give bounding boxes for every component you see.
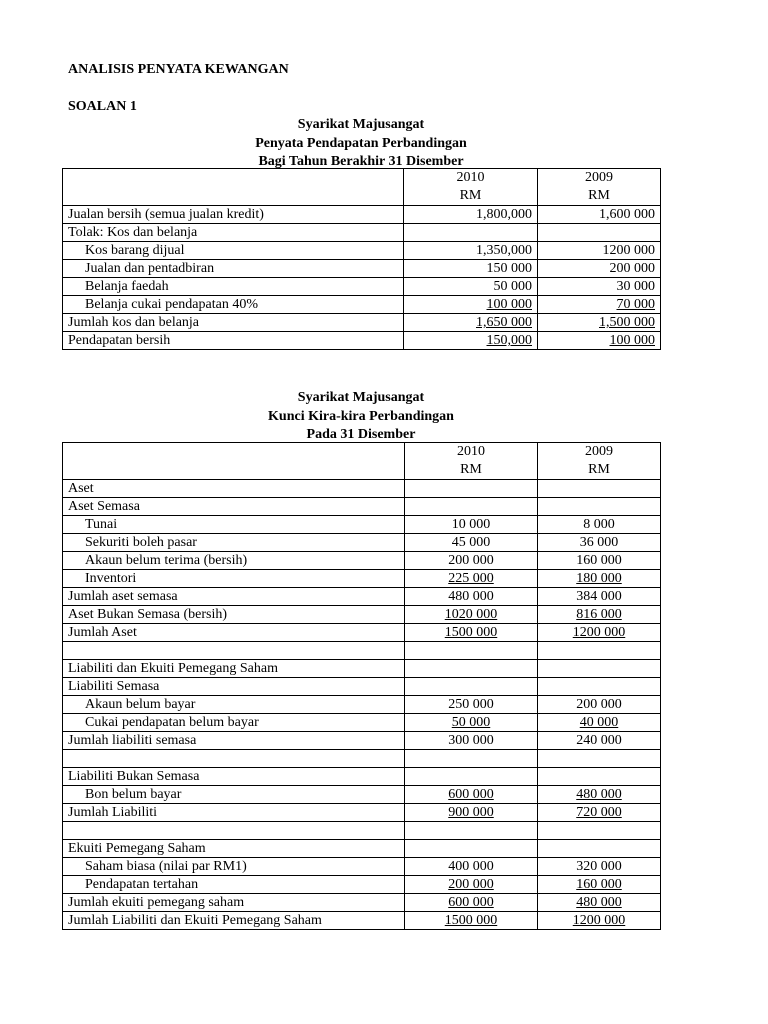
underlined-value: 816 000 — [576, 607, 622, 622]
table-row — [63, 296, 661, 314]
table-row — [63, 876, 661, 894]
underlined-value: 200 000 — [448, 877, 494, 892]
value-2010 — [405, 786, 538, 804]
underlined-value: 1020 000 — [444, 607, 498, 622]
row-label: Aset — [63, 480, 405, 498]
table-row — [63, 786, 661, 804]
table-row — [63, 278, 661, 296]
value-2010 — [405, 768, 538, 786]
value-2009 — [538, 804, 661, 822]
value-2009 — [538, 876, 661, 894]
value-2009 — [538, 822, 661, 840]
underlined-value: 225 000 — [448, 571, 494, 586]
underlined-value: 150,000 — [486, 333, 532, 348]
underlined-value: 1,500 000 — [599, 315, 655, 330]
value-2009: 384 000 — [538, 588, 661, 606]
value-2009 — [538, 894, 661, 912]
table-row — [63, 912, 661, 930]
value-2010: 300 000 — [405, 732, 538, 750]
value-2010 — [404, 296, 538, 314]
value-2009 — [538, 840, 661, 858]
value-2010 — [405, 606, 538, 624]
table-row — [63, 696, 661, 714]
row-label: Tolak: Kos dan belanja — [63, 224, 404, 242]
table-row — [63, 732, 661, 750]
header-2010 — [405, 443, 538, 480]
value-2009: 1,600 000 — [538, 206, 661, 224]
value-2010 — [405, 840, 538, 858]
value-2009 — [538, 642, 661, 660]
table-row — [63, 642, 661, 660]
value-2009: 200 000 — [538, 696, 661, 714]
row-label: Jualan bersih (semua jualan kredit) — [63, 206, 404, 224]
value-2009: 1200 000 — [538, 242, 661, 260]
year-label: 2010 — [456, 170, 485, 185]
value-2009 — [538, 786, 661, 804]
row-label: Saham biasa (nilai par RM1) — [63, 858, 405, 876]
underlined-value: 100 000 — [486, 297, 532, 312]
value-2009 — [538, 314, 661, 332]
balance-sheet-table — [62, 442, 661, 930]
value-2010 — [405, 876, 538, 894]
row-label: Pendapatan bersih — [63, 332, 404, 350]
table-row — [63, 714, 661, 732]
table-row — [63, 840, 661, 858]
underlined-value: 1500 000 — [444, 625, 498, 640]
value-2010: 10 000 — [405, 516, 538, 534]
table-row — [63, 768, 661, 786]
company-name: Syarikat Majusangat — [297, 390, 425, 405]
value-2010 — [404, 224, 538, 242]
row-label — [63, 750, 405, 768]
year-label: 2009 — [585, 170, 613, 185]
value-2009: 240 000 — [538, 732, 661, 750]
table-row — [63, 570, 661, 588]
value-2009 — [538, 714, 661, 732]
table-row — [63, 822, 661, 840]
value-2010 — [404, 314, 538, 332]
row-label: Jualan dan pentadbiran — [63, 260, 404, 278]
table-row — [63, 498, 661, 516]
row-label — [63, 642, 405, 660]
row-label: Belanja faedah — [63, 278, 404, 296]
table-row — [63, 534, 661, 552]
balance-sheet-body — [63, 480, 661, 930]
row-label: Bon belum bayar — [63, 786, 405, 804]
header-2010 — [404, 169, 538, 206]
value-2010 — [405, 660, 538, 678]
underlined-value: 1500 000 — [444, 913, 498, 928]
value-2009 — [538, 750, 661, 768]
row-label: Jumlah liabiliti semasa — [63, 732, 405, 750]
underlined-value: 480 000 — [576, 787, 622, 802]
underlined-value: 40 000 — [579, 715, 619, 730]
value-2010 — [404, 332, 538, 350]
underlined-value: 160 000 — [576, 877, 622, 892]
row-label: Cukai pendapatan belum bayar — [63, 714, 405, 732]
unit-label: RM — [459, 188, 482, 203]
table-row — [63, 206, 661, 224]
value-2009: 8 000 — [538, 516, 661, 534]
row-label: Belanja cukai pendapatan 40% — [63, 296, 404, 314]
table-row — [63, 894, 661, 912]
value-2009 — [538, 768, 661, 786]
table-row — [63, 552, 661, 570]
underlined-value: 180 000 — [576, 571, 622, 586]
value-2009 — [538, 332, 661, 350]
table-row — [63, 480, 661, 498]
table-row — [63, 516, 661, 534]
value-2010 — [405, 714, 538, 732]
value-2009: 160 000 — [538, 552, 661, 570]
table-row — [63, 606, 661, 624]
underlined-value: 900 000 — [448, 805, 494, 820]
table-row — [63, 588, 661, 606]
value-2010: 250 000 — [405, 696, 538, 714]
statement-period: Bagi Tahun Berakhir 31 Disember — [258, 154, 464, 169]
value-2010 — [405, 480, 538, 498]
table-row — [63, 242, 661, 260]
balance-sheet-heading — [62, 389, 660, 445]
unit-label: RM — [460, 462, 482, 477]
table-row — [63, 660, 661, 678]
underlined-value: 70 000 — [616, 297, 655, 312]
value-2010 — [405, 678, 538, 696]
year-label: 2010 — [457, 444, 485, 459]
header-blank-cell — [63, 443, 405, 480]
value-2010 — [405, 642, 538, 660]
row-label: Akaun belum terima (bersih) — [63, 552, 405, 570]
row-label: Liabiliti Bukan Semasa — [63, 768, 405, 786]
row-label: Jumlah Liabiliti — [63, 804, 405, 822]
value-2009 — [538, 912, 661, 930]
table-row — [63, 858, 661, 876]
value-2009 — [538, 224, 661, 242]
value-2010 — [405, 894, 538, 912]
statement-period: Pada 31 Disember — [306, 427, 416, 442]
value-2010 — [405, 498, 538, 516]
table-row — [63, 804, 661, 822]
row-label: Jumlah Aset — [63, 624, 405, 642]
income-statement-table — [62, 168, 661, 350]
value-2009 — [538, 570, 661, 588]
table-row — [63, 314, 661, 332]
table-row — [63, 678, 661, 696]
table-header-row — [63, 443, 661, 480]
value-2009 — [538, 660, 661, 678]
value-2010: 45 000 — [405, 534, 538, 552]
row-label: Jumlah Liabiliti dan Ekuiti Pemegang Saham — [63, 912, 405, 930]
value-2009 — [538, 498, 661, 516]
underlined-value: 720 000 — [576, 805, 622, 820]
statement-title: Kunci Kira-kira Perbandingan — [268, 408, 454, 424]
unit-label: RM — [588, 188, 610, 203]
value-2010: 400 000 — [405, 858, 538, 876]
value-2009: 200 000 — [538, 260, 661, 278]
value-2010 — [405, 570, 538, 588]
value-2009: 30 000 — [538, 278, 661, 296]
table-row — [63, 624, 661, 642]
row-label: Aset Semasa — [63, 498, 405, 516]
row-label: Inventori — [63, 570, 405, 588]
value-2009 — [538, 480, 661, 498]
unit-label: RM — [588, 462, 610, 477]
value-2010: 150 000 — [404, 260, 538, 278]
document-title: ANALISIS PENYATA KEWANGAN — [68, 62, 289, 77]
underlined-value: 480 000 — [576, 895, 622, 910]
row-label: Pendapatan tertahan — [63, 876, 405, 894]
underlined-value: 600 000 — [448, 895, 494, 910]
row-label: Kos barang dijual — [63, 242, 404, 260]
company-name: Syarikat Majusangat — [297, 117, 425, 132]
value-2010 — [405, 750, 538, 768]
header-2009 — [538, 443, 661, 480]
value-2010 — [405, 804, 538, 822]
value-2010 — [405, 624, 538, 642]
underlined-value: 1200 000 — [572, 913, 626, 928]
value-2010: 200 000 — [405, 552, 538, 570]
value-2009 — [538, 606, 661, 624]
header-2009 — [538, 169, 661, 206]
table-row — [63, 750, 661, 768]
value-2010: 480 000 — [405, 588, 538, 606]
row-label: Ekuiti Pemegang Saham — [63, 840, 405, 858]
row-label: Aset Bukan Semasa (bersih) — [63, 606, 405, 624]
year-label: 2009 — [585, 444, 613, 459]
question-label: SOALAN 1 — [68, 99, 137, 114]
row-label: Akaun belum bayar — [63, 696, 405, 714]
table-row — [63, 332, 661, 350]
value-2009 — [538, 296, 661, 314]
row-label: Jumlah kos dan belanja — [63, 314, 404, 332]
value-2009: 320 000 — [538, 858, 661, 876]
underlined-value: 600 000 — [448, 787, 494, 802]
table-header-row — [63, 169, 661, 206]
table-row — [63, 224, 661, 242]
underlined-value: 100 000 — [609, 333, 655, 348]
underlined-value: 1,650 000 — [476, 315, 532, 330]
value-2009 — [538, 678, 661, 696]
value-2010: 1,800,000 — [404, 206, 538, 224]
statement-title: Penyata Pendapatan Perbandingan — [255, 135, 467, 151]
row-label: Jumlah aset semasa — [63, 588, 405, 606]
row-label: Liabiliti dan Ekuiti Pemegang Saham — [63, 660, 405, 678]
row-label: Jumlah ekuiti pemegang saham — [63, 894, 405, 912]
value-2010 — [405, 912, 538, 930]
underlined-value: 50 000 — [451, 715, 491, 730]
value-2010: 50 000 — [404, 278, 538, 296]
underlined-value: 1200 000 — [572, 625, 626, 640]
row-label: Sekuriti boleh pasar — [63, 534, 405, 552]
value-2010: 1,350,000 — [404, 242, 538, 260]
row-label: Tunai — [63, 516, 405, 534]
income-statement-heading — [62, 116, 660, 172]
row-label: Liabiliti Semasa — [63, 678, 405, 696]
header-blank-cell — [63, 169, 404, 206]
table-row — [63, 260, 661, 278]
value-2009: 36 000 — [538, 534, 661, 552]
value-2009 — [538, 624, 661, 642]
value-2010 — [405, 822, 538, 840]
row-label — [63, 822, 405, 840]
